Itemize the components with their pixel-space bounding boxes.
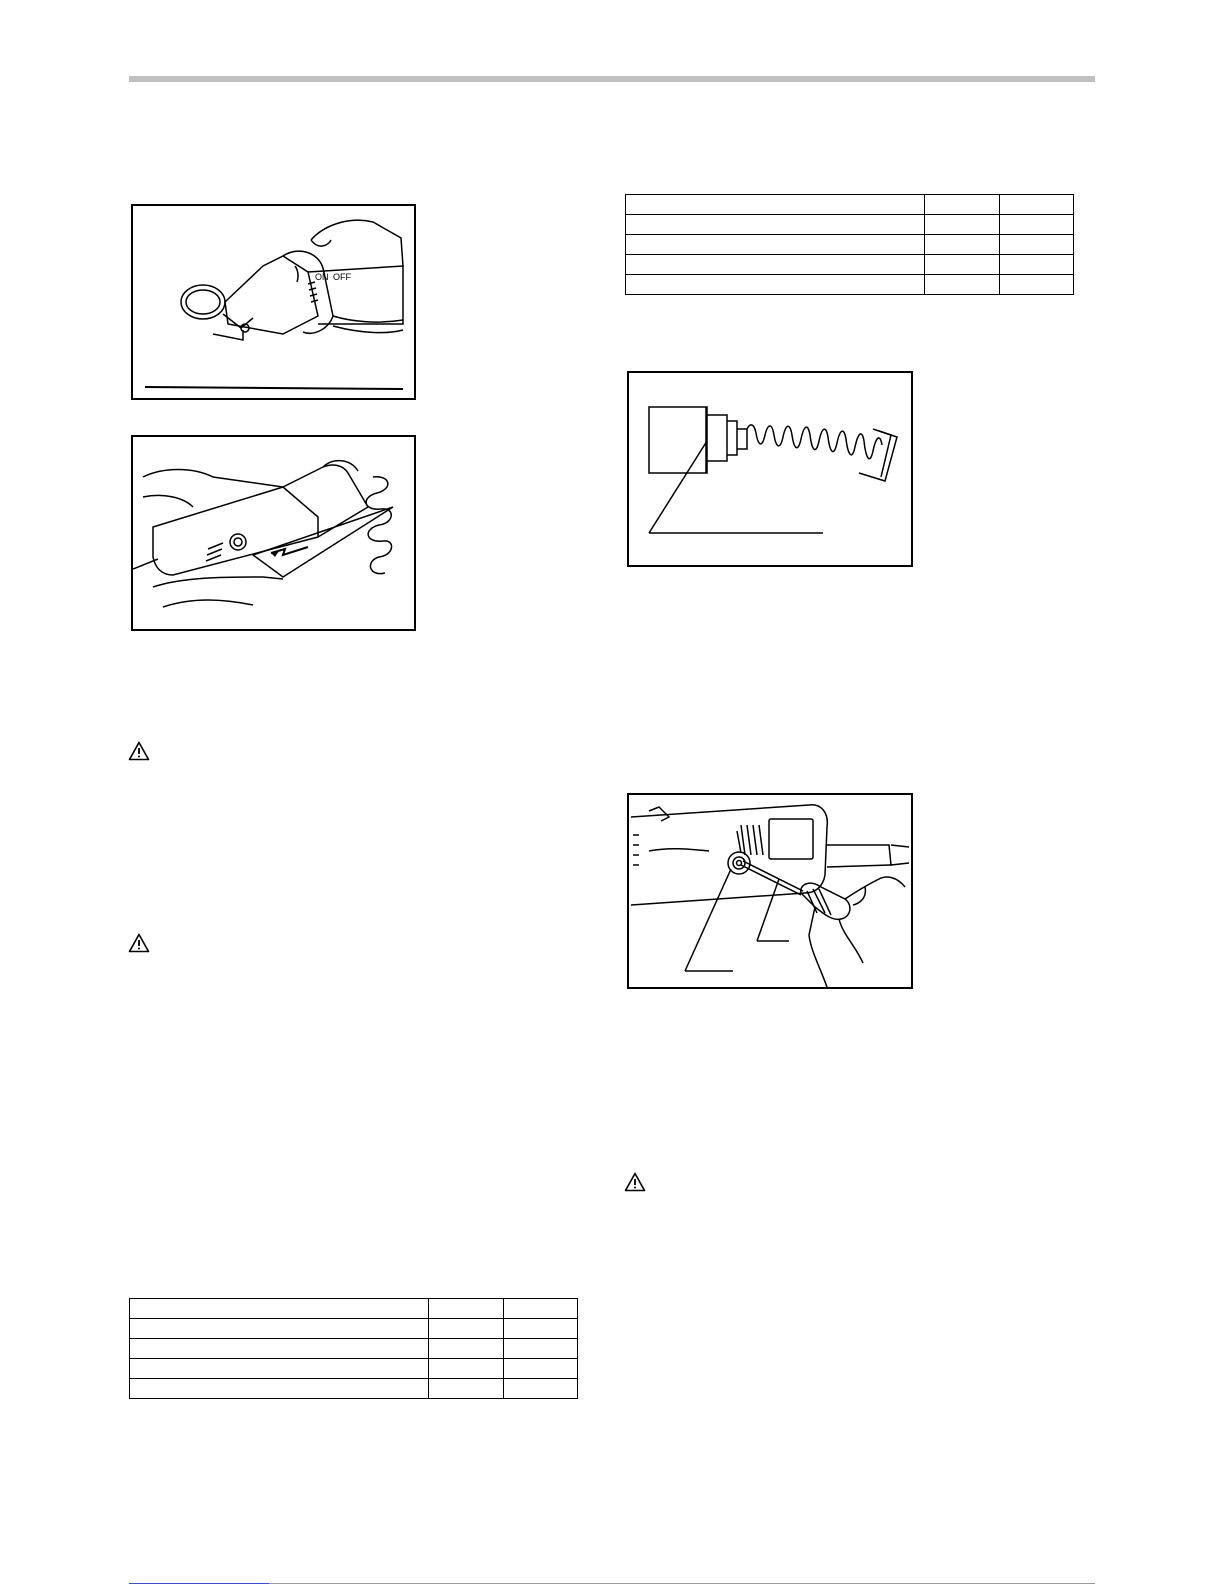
- table-row: [130, 1379, 578, 1399]
- table-row: [130, 1339, 578, 1359]
- figure-switch-operation: [131, 204, 416, 400]
- cutting-illustration: [133, 437, 414, 629]
- figure-brush-holder-cap: [627, 793, 913, 989]
- warning-triangle-icon: [128, 741, 150, 761]
- switch-off-label: OFF: [333, 272, 351, 282]
- table-row: [130, 1299, 578, 1319]
- switch-illustration: [133, 206, 414, 398]
- table-row: [130, 1319, 578, 1339]
- spec-table-left: [129, 1298, 578, 1399]
- table-row: [130, 1359, 578, 1379]
- top-rule: [129, 76, 1095, 82]
- warning-triangle-icon: [128, 933, 150, 953]
- warning-triangle-icon: [624, 1172, 646, 1192]
- carbon-brush-illustration: [629, 373, 911, 565]
- switch-on-label: ON: [315, 272, 329, 282]
- bottom-rule: [269, 1583, 1095, 1584]
- table-row: [626, 235, 1074, 255]
- brush-holder-cap-illustration: [629, 795, 911, 987]
- table-row: [626, 215, 1074, 235]
- table-row: [626, 255, 1074, 275]
- table-row: [626, 275, 1074, 295]
- spec-table-right: [625, 194, 1074, 295]
- bottom-link-underline: [129, 1583, 269, 1584]
- figure-cutting-operation: [131, 435, 416, 631]
- figure-carbon-brush: [627, 371, 913, 567]
- table-row: [626, 195, 1074, 215]
